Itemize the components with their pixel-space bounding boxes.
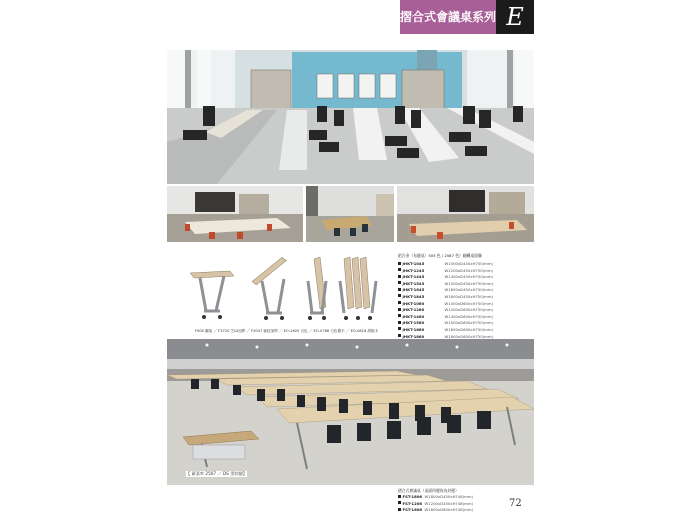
spec-dims: W1400xD600xH750(mm)	[444, 313, 494, 319]
thumbnail-illustration-1	[167, 186, 303, 242]
spec-code: JHKT-1260	[402, 307, 425, 313]
caption-item: F900 腳架	[195, 329, 213, 333]
caption-item: EO-0816 胡桃木	[350, 329, 379, 333]
spec-dims: W1000xD600xH750(mm)	[444, 300, 494, 306]
spec-dims: W1500xD450xH750(mm)	[444, 280, 494, 286]
folding-spec-dims: W1800xD450xH748(mm)	[424, 494, 474, 499]
folding-spec-code: FST-1806	[402, 494, 423, 499]
folding-spec-dims: W1600xD600xH748(mm)	[424, 507, 474, 513]
spec-code: JHKT-1545	[402, 280, 425, 286]
thumbnail-photo-1	[167, 186, 303, 242]
section-letter: E	[506, 3, 524, 31]
spec-item	[398, 281, 493, 288]
spec-code: JHKT-1660	[402, 326, 425, 332]
spec-code: JHKT-1645	[402, 287, 425, 293]
spec-code: JHKT-1860	[402, 333, 425, 339]
spec-item	[398, 301, 493, 308]
spec-dims: W1200xD600xH750(mm)	[444, 307, 494, 313]
spec-item	[398, 307, 493, 314]
spec-item	[398, 287, 493, 294]
spec-heading: 鋁合金（布縫桌）505 色 / 2587 色）翻轉桌面腳	[398, 253, 482, 258]
training-hall-photo	[167, 339, 534, 485]
spec-code: JHKT-1060	[402, 300, 425, 306]
spec-code: JHKT-1045	[402, 261, 425, 266]
spec-item	[398, 261, 493, 268]
spec-dims: W1600xD450xH750(mm)	[444, 287, 494, 293]
folding-spec-code: FST-1206	[402, 500, 423, 506]
spec-code: JHKT-1560	[402, 320, 425, 326]
spec-dims: W1400xD450xH750(mm)	[444, 274, 494, 280]
spec-item	[398, 268, 493, 275]
spec-item	[398, 294, 493, 301]
folding-spec-code: FST-1606	[402, 507, 423, 513]
thumbnail-photo-2	[306, 186, 394, 242]
caption-item: F3720 芝Ш加桿	[218, 329, 246, 333]
thumbnail-illustration-3	[397, 186, 534, 242]
spec-list	[398, 261, 493, 340]
folding-spec-item	[398, 494, 473, 501]
spec-dims: W1500xD600xH750(mm)	[444, 320, 494, 326]
spec-code: JHKT-1845	[402, 293, 425, 299]
spec-code: JHKT-1445	[402, 274, 425, 280]
spec-dims: W1800xD450xH750(mm)	[444, 293, 494, 299]
page-number: 72	[509, 498, 522, 509]
caption-item: EO-0768 白色檯木	[313, 329, 345, 333]
folding-spec-heading: 摺合式會議桌（桌面四邊皆為封邊）	[398, 488, 459, 493]
thumbnail-illustration-2	[306, 186, 394, 242]
spec-item	[398, 274, 493, 281]
spec-dims: W1000xD450xH750(mm)	[444, 261, 494, 266]
thumbnail-photo-3	[397, 186, 534, 242]
hall-photo-caption: 【 蓄菜率 2507 ／ DS 蛋狀腳】	[186, 471, 247, 476]
spec-item	[398, 320, 493, 327]
caption-item: EO-1620 白色	[283, 329, 308, 333]
spec-item	[398, 327, 493, 334]
spec-dims: W1600xD600xH750(mm)	[444, 326, 494, 332]
spec-code: JHKT-1245	[402, 267, 425, 273]
folding-table-captions: F900 腳架 ／ F3720 芝Ш加桿 ／ F2047 蜂紋加桿 ／ EO-1620 白色 ／ EO-0768 白色檯木 ／ EO-0816 胡桃木	[195, 329, 379, 333]
spec-dims: W1800xD600xH750(mm)	[444, 333, 494, 339]
conference-room-illustration	[167, 50, 534, 184]
spec-item	[398, 314, 493, 321]
folding-spec-item	[398, 507, 473, 514]
caption-item: F2047 蜂紋加桿	[251, 329, 278, 333]
spec-code: JHKT-1460	[402, 313, 425, 319]
folding-spec-item	[398, 501, 473, 508]
spec-dims: W1200xD450xH750(mm)	[444, 267, 494, 273]
folding-spec-dims: W1200xD450xH748(mm)	[424, 500, 474, 506]
folding-table-diagrams	[186, 251, 394, 327]
page-title: 摺合式會議桌系列	[400, 10, 497, 24]
training-hall-illustration	[167, 339, 534, 485]
conference-room-photo	[167, 50, 534, 184]
folding-spec-list	[398, 494, 473, 514]
